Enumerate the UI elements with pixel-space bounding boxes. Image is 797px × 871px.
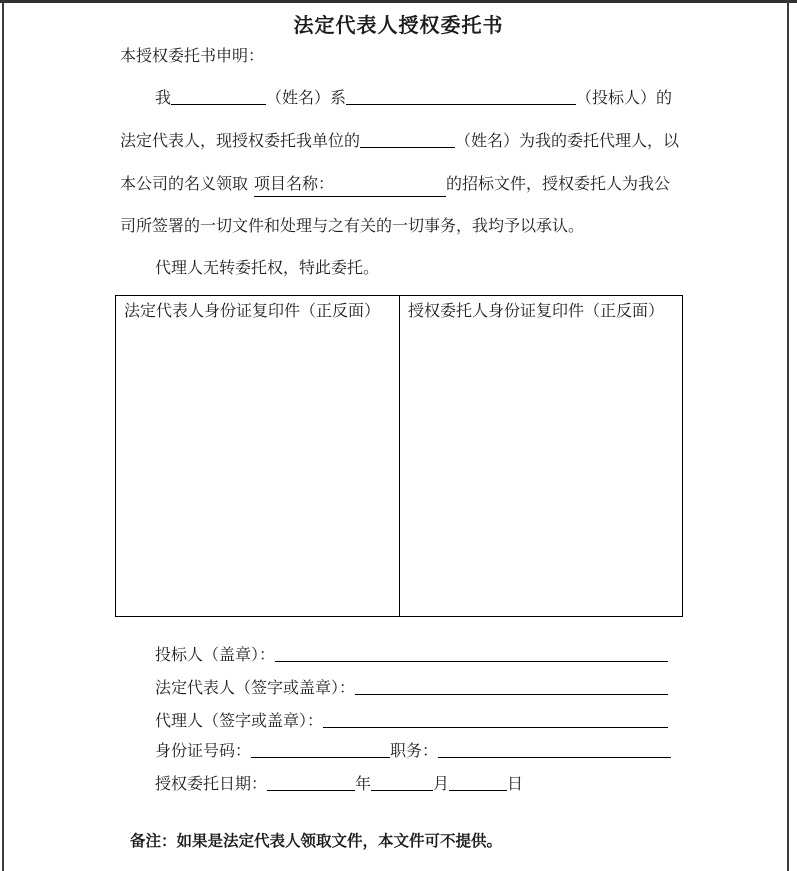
date-day-blank: [449, 790, 507, 791]
page-frame-left: [2, 0, 4, 871]
year-label: 年: [355, 776, 372, 793]
agent-id-cell: [399, 296, 682, 616]
paragraph-line-1: [155, 88, 672, 110]
month-label: 月: [433, 776, 450, 793]
footnote: [130, 831, 502, 853]
paragraph-line-5: [155, 258, 379, 280]
paragraph-line-3: [120, 174, 670, 197]
legal-rep-name-blank: [171, 104, 266, 105]
agent-sign-label: 代理人（签字或盖章）：: [155, 713, 324, 730]
declaration-heading: [120, 46, 264, 68]
legal-rep-id-cell-label: 法定代表人身份证复印件（正反面）: [124, 303, 381, 320]
signature-row-date: [155, 774, 523, 796]
date-month-blank: [371, 790, 433, 791]
bidder-seal-blank: [275, 661, 668, 662]
paragraph-line-4: [120, 216, 584, 238]
agent-name-blank: [360, 147, 455, 148]
day-label: 日: [507, 776, 524, 793]
id-number-label: 身份证号码：: [155, 743, 252, 760]
line4-text: 司所签署的一切文件和处理与之有关的一切事务，我均予以承认。: [120, 218, 585, 235]
paragraph-line-2: [120, 131, 679, 153]
line1-text-a: 我: [155, 90, 172, 107]
line1-text-c: （投标人）的: [576, 90, 673, 107]
line2-text-a: 法定代表人，现授权委托我单位的: [120, 133, 361, 150]
bidder-name-blank: [346, 104, 576, 105]
project-name-field: [254, 174, 446, 197]
id-copy-table: [115, 295, 683, 617]
line2-text-b: （姓名）为我的委托代理人，以: [455, 133, 680, 150]
position-label: 职务：: [390, 743, 439, 760]
page-frame-top: [0, 0, 797, 3]
legal-rep-sign-label: 法定代表人（签字或盖章）：: [155, 680, 356, 697]
signature-row-id-position: [155, 741, 671, 763]
id-number-blank: [251, 757, 390, 758]
line3-text-c: 的招标文件，授权委托人为我公: [446, 176, 671, 193]
signature-row-agent: [155, 711, 668, 733]
line1-text-b: （姓名）系: [266, 90, 347, 107]
declaration-text: 本授权委托书申明：: [120, 48, 265, 65]
line3-text-a: 本公司的名义领取: [120, 176, 249, 193]
date-year-blank: [267, 790, 355, 791]
legal-rep-sign-blank: [355, 694, 668, 695]
agent-sign-blank: [323, 727, 668, 728]
position-blank: [438, 757, 671, 758]
signature-row-bidder: [155, 645, 668, 667]
page-frame-right: [787, 0, 789, 871]
date-label: 授权委托日期：: [155, 776, 268, 793]
bidder-seal-label: 投标人（盖章）：: [155, 647, 276, 664]
legal-rep-id-cell: [116, 296, 399, 616]
footnote-text: 备注：如果是法定代表人领取文件，本文件可不提供。: [130, 833, 503, 850]
line5-text: 代理人无转委托权，特此委托。: [155, 260, 380, 277]
document-title: 法定代表人授权委托书: [293, 15, 504, 37]
project-name-label: 项目名称：: [254, 176, 335, 193]
agent-id-cell-label: 授权委托人身份证复印件（正反面）: [408, 303, 665, 320]
signature-row-legal-rep: [155, 678, 668, 700]
